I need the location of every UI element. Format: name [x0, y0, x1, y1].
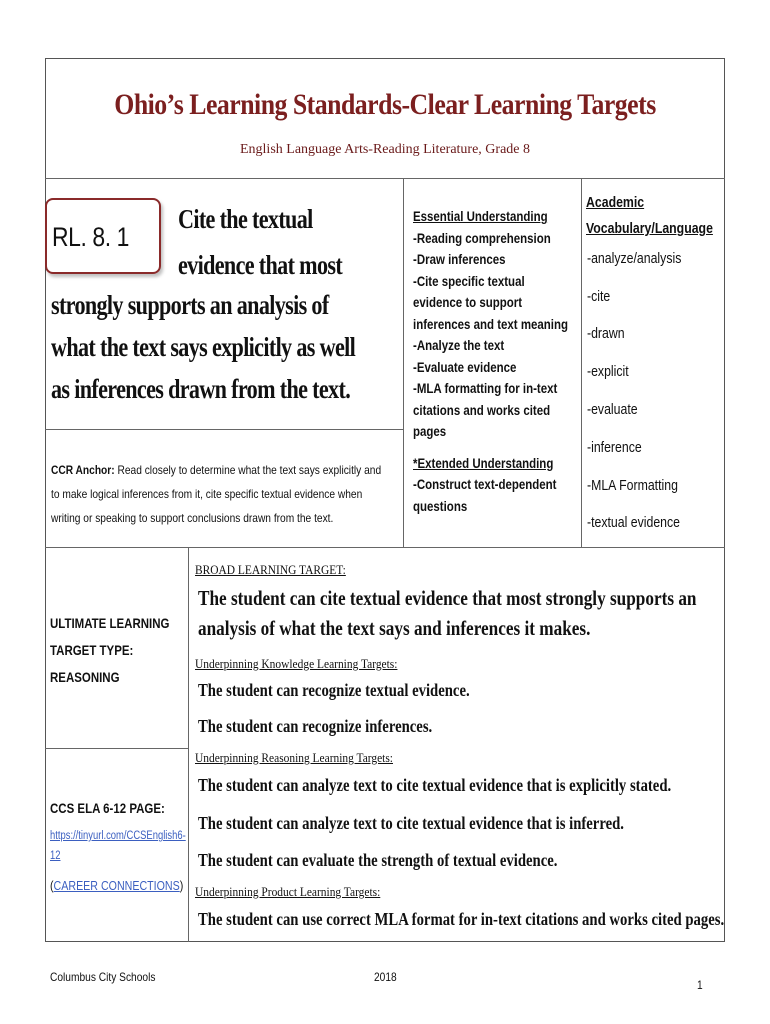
page-title: Ohio’s Learning Standards-Clear Learning Targets	[114, 88, 656, 121]
divider-middle	[45, 547, 725, 548]
reasoning-target: The student can analyze text to cite textual evidence that is explicitly stated.	[198, 775, 672, 795]
standard-text-line: strongly supports an analysis of	[51, 290, 329, 320]
essential-understanding	[413, 206, 577, 517]
essential-line: inferences and text meaning	[413, 315, 569, 332]
ccr-text-line: writing or speaking to support conclusions drawn from the text.	[51, 511, 334, 525]
ccr-text-line: Read closely to determine what the text says explicitly and	[114, 463, 382, 477]
vocabulary-item: -evaluate	[587, 401, 638, 418]
vocabulary-item: -textual evidence	[587, 514, 680, 531]
divider-left-col	[188, 547, 189, 942]
divider-standard-ccr	[45, 429, 403, 430]
essential-line: -MLA formatting for in-text	[413, 380, 558, 396]
knowledge-targets-heading: Underpinning Knowledge Learning Targets:	[195, 656, 398, 671]
standard-text-line: evidence that most	[178, 250, 343, 280]
vocabulary-item: -explicit	[587, 363, 629, 380]
ccr-text-line: to make logical inferences from it, cite specific textual evidence when	[51, 487, 363, 501]
career-connections-link[interactable]: CAREER CONNECTIONS	[53, 878, 180, 893]
vocabulary-heading-line: Academic	[586, 194, 645, 211]
vocabulary-item: -MLA Formatting	[587, 477, 678, 494]
knowledge-target: The student can recognize textual evidence.	[198, 680, 470, 700]
ccr-anchor	[51, 458, 391, 530]
extended-line: -Construct text-dependent	[413, 476, 557, 492]
essential-line: -Analyze the text	[413, 337, 505, 353]
vocabulary-heading	[586, 190, 713, 242]
standard-text-line: what the text says explicitly as well	[51, 332, 356, 362]
essential-line: -Evaluate evidence	[413, 358, 517, 375]
knowledge-target: The student can recognize inferences.	[198, 716, 433, 736]
target-type-line: ULTIMATE LEARNING	[50, 615, 170, 631]
divider-left-row	[45, 748, 188, 749]
essential-line: -Reading comprehension	[413, 229, 551, 246]
target-type-line: REASONING	[50, 669, 120, 685]
ccs-link[interactable]: 12	[50, 850, 61, 862]
vocabulary-item: -cite	[587, 288, 611, 305]
extended-line: questions	[413, 497, 468, 514]
career-paren: (	[50, 878, 54, 893]
essential-line: -Cite specific textual	[413, 272, 525, 289]
career-connections	[50, 878, 183, 893]
reasoning-target: The student can analyze text to cite textual evidence that is inferred.	[198, 813, 624, 833]
divider-col-1	[403, 178, 404, 547]
ccr-label: CCR Anchor:	[51, 463, 115, 477]
vocabulary-item: -inference	[587, 439, 642, 456]
essential-line: citations and works cited	[413, 401, 551, 418]
divider-header	[45, 178, 725, 179]
essential-line: evidence to support	[413, 294, 523, 310]
reasoning-targets-heading: Underpinning Reasoning Learning Targets:	[195, 750, 393, 765]
footer-year: 2018	[374, 970, 397, 984]
career-paren: )	[179, 878, 184, 893]
divider-col-2	[581, 178, 582, 547]
target-type	[50, 610, 169, 691]
broad-target-heading: BROAD LEARNING TARGET:	[195, 562, 346, 577]
vocabulary-item: -analyze/analysis	[587, 250, 682, 267]
essential-heading: Essential Understanding	[413, 208, 548, 224]
standard-code: RL. 8. 1	[52, 222, 129, 252]
extended-heading: *Extended Understanding	[413, 454, 554, 471]
vocabulary-item: -drawn	[587, 325, 625, 342]
footer-org: Columbus City Schools	[50, 970, 156, 984]
product-targets-heading: Underpinning Product Learning Targets:	[195, 884, 381, 899]
page-number: 1	[697, 978, 703, 992]
essential-line: pages	[413, 423, 447, 439]
broad-target-line: analysis of what the text says and inferences it makes.	[198, 616, 591, 640]
vocabulary-heading-line: Vocabulary/Language	[586, 220, 713, 237]
ccs-page-label: CCS ELA 6-12 PAGE:	[50, 800, 165, 816]
ccs-link[interactable]: https://tinyurl.com/CCSEnglish6-	[50, 830, 186, 842]
standard-text-line: Cite the textual	[178, 204, 313, 234]
page-subtitle: English Language Arts-Reading Literature, Grade 8	[239, 142, 530, 157]
target-type-line: TARGET TYPE:	[50, 642, 134, 658]
product-target: The student can use correct MLA format for in-text citations and works cited pages.	[198, 909, 725, 929]
essential-line: -Draw inferences	[413, 251, 506, 267]
standard-text-line: as inferences drawn from the text.	[51, 374, 351, 404]
broad-target-line: The student can cite textual evidence that most strongly supports an	[198, 586, 697, 610]
reasoning-target: The student can evaluate the strength of textual evidence.	[198, 850, 558, 870]
